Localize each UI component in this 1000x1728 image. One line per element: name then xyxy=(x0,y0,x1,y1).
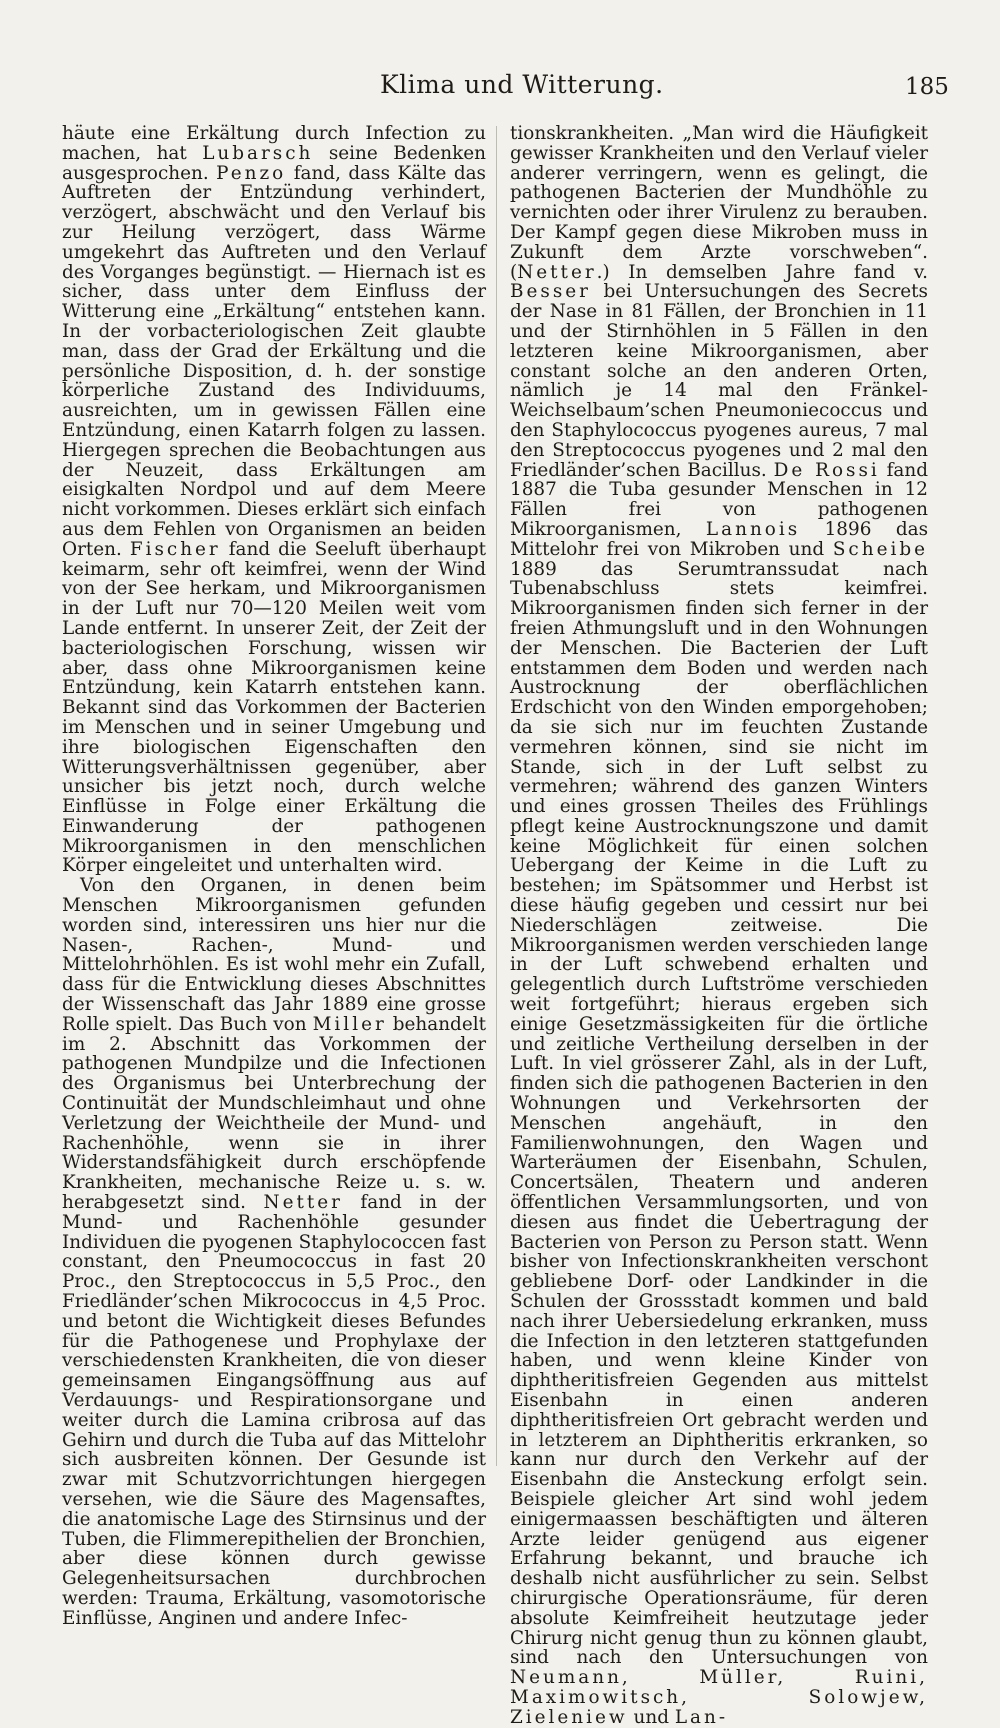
text-run: häute eine Erkältung durch Infection zu machen, hat xyxy=(62,123,486,164)
author-name: De Rossi xyxy=(773,459,880,481)
page-number: 185 xyxy=(905,74,949,100)
author-name: Netter xyxy=(263,1192,343,1214)
text-run: 1889 das Serumtranssudat nach Tubenabschluss stets keimfrei. Mikroorganismen finden sich ferner in der freien Athmungsluft und in den Wohnungen der Menschen. Die Bacterien der Luft entstammen dem Boden und werden nach Austrocknung der oberflächlichen Erdschicht von den Winden emporgehoben; da sie sich nur im feuchten Zustande vermehren können, sind sie nicht im Stande, sich in der Luft selbst zu vermehren; während des ganzen Winters und eines grossen Theiles des Frühlings pflegt keine Austrocknungszone und damit keine Möglichkeit für einen solchen Uebergang der Keime in die Luft zu bestehen; im Spätsommer und Herbst ist diese häufig gegeben und cessirt nur bei Niederschlägen zeitweise. Die Mikroorganismen werden verschieden lange in der Luft schwebend erhalten und gelegentlich durch Luftströme verschieden weit fortgeführt; hieraus ergeben sich einige Gesetzmässigkeiten für die örtliche und zeitliche Vertheilung derselben in der Luft. In viel grösserer Zahl, als in der Luft, finden sich die pathogenen Bacterien in den Wohnungen und Verkehrsorten der Menschen angehäuft, in den Familienwohnungen, den Wagen und Warteräumen der Eisenbahn, Schulen, Concertsälen, Theatern und anderen öffentlichen Versammlungsorten, und von diesen aus findet die Uebertragung der Bacterien von Person zu Person statt. Wenn bisher von Infectionskrankheiten verschont gebliebene Dorf- oder Landkinder in die Schulen der Grossstadt kommen und bald nach ihrer Uebersiedelung erkranken, muss die Infection in den letzteren stattgefunden haben, und wenn kleine Kinder von diphtheritisfreien Gegenden aus mittelst Eisenbahn in einen anderen diphtheritisfreien Ort gebracht werden und in letzterem an Diphtheritis erkranken, so kann nur durch den Verkehr auf der Eisenbahn die Ansteckung erfolgt sein. Beispiele gleicher Art sind wohl jedem einigermaassen beschäftigten und älteren Arzte leider genügend aus eigener Erfahrung bekannt, und brauche ich deshalb nicht ausführlicher zu sein. Selbst chirurgische Operationsräume, für deren absolute Keimfreiheit heutzutage jeder Chirurg nicht genug thun zu können glaubt, sind nach den Untersuchungen von xyxy=(510,558,928,1669)
text-run: seine Bedenken ausgesprochen. xyxy=(62,142,486,184)
text-run: fand, dass Kälte das Auftreten der Entzündung verhindert, verzögert, abschwächt und den Verlauf bis zur Heilung verzögert, dass Wärme umgekehrt das Auftreten und den Verlauf des Vorganges begünstigt. — Hiernach ist es sicher, dass unter dem Einfluss der Witterung eine „Erkältung“ entstehen kann. In der vorbacteriologischen Zeit glaubte man, dass der Grad der Erkältung und die persönliche Disposition, d. h. der sonstige körperliche Zustand des Individuums, ausreichten, um in gewissen Fällen eine Entzündung, einen Katarrh folgen zu lassen. Hiergegen sprechen die Beobachtungen aus der Neuzeit, dass Erkältungen am eisigkalten Nordpol und auf dem Meere nicht vorkommen. Dieses erklärt sich einfach aus dem Fehlen von Organismen an beiden Orten. xyxy=(62,162,486,560)
text-run: bei Untersuchungen des Secrets der Nase in 81 Fällen, der Bronchien in 11 und der Stirnhöhlen in 5 Fällen in den letzteren keine Mikroorganismen, aber constant solche an den anderen Orten, nämlich je 14 mal den Fränkel-Weichselbaum’schen Pneumoniecoccus und den Staphylococcus pyogenes aureus, 7 mal den Streptococcus pyogenes und 2 mal den Friedländer’schen Bacillus. xyxy=(510,281,928,481)
author-name: Miller xyxy=(312,1013,387,1035)
running-title: Klima und Witterung. xyxy=(380,70,664,99)
text-run: fand in der Mund- und Rachenhöhle gesunder Individuen die pyogenen Staphylococcen fast constant, den Pneumococcus in fast 20 Proc., den Streptococcus in 5,5 Proc., den Friedländer’schen Mikrococcus in 4,5 Proc. und betont die Wichtigkeit dieses Befundes für die Pathogenese und Prophylaxe der verschiedensten Krankheiten, die von dieser gemeinsamen Eingangsöffnung aus auf Verdauungs- und Respirationsorgane und weiter durch die Lamina cribrosa auf das Gehirn und durch die Tuba auf das Mittelohr sich ausbreiten können. Der Gesunde ist zwar mit Schutzvorrichtungen hiergegen versehen, wie die Säure des Magensaftes, die anatomische Lage des Stirnsinus und der Tuben, die Flimmerepithelien der Bronchien, aber diese können durch gewisse Gelegenheitsursachen durchbrochen werden: Trauma, Erkältung, vasomotorische Einflüsse, Anginen und andere Infec- xyxy=(62,1192,486,1629)
text-run: behandelt im 2. Abschnitt das Vorkommen der pathogenen Mundpilze und die Infectionen des Organismus bei Unterbrechung der Continuität der Mundschleimhaut und ohne Verletzung der Weichtheile der Mund- und Rachenhöhle, wenn sie in ihrer Widerstandsfähigkeit durch erschöpfende Krankheiten, mechanische Reize u. s. w. herabgesetzt sind. xyxy=(62,1013,486,1214)
author-name: Fischer xyxy=(129,538,221,560)
text-run: und xyxy=(627,1706,675,1728)
author-name: Netter xyxy=(517,261,597,283)
left-column xyxy=(62,124,486,1629)
author-name: Lubarsch xyxy=(202,142,314,164)
author-names: Neumann, Müller, Ruini, Maximowitsch, Solowjew, Zieleniew xyxy=(510,1667,928,1728)
text-run: tionskrankheiten. „Man wird die Häufigkeit gewisser Krankheiten und den Verlauf vieler anderer verringern, wenn es gelingt, die pathogenen Bacterien der Mundhöhle zu vernichten oder ihrer Virulenz zu berauben. Der Kampf gegen diese Mikroben muss in Zukunft dem Arzte vorschweben“. ( xyxy=(510,123,928,283)
text-run: 1896 das Mittelohr frei von Mikroben und xyxy=(510,518,929,560)
author-name: Besser xyxy=(510,281,591,303)
text-run: fand die Seeluft überhaupt keimarm, sehr oft keimfrei, wenn der Wind von der See herkam, und Mikroorganismen in der Luft nur 70—120 Meilen weit vom Lande entfernt. In unserer Zeit, der Zeit der bacteriologischen Forschung, wissen wir aber, dass ohne Mikroorganismen keine Entzündung, kein Katarrh entstehen kann. Bekannt sind das Vorkommen der Bacterien im Menschen und in seiner Umgebung und ihre biologischen Eigenschaften den Witterungsverhältnissen gegenüber, aber unsicher bis jetzt noch, durch welche Einflüsse in Folge einer Erkältung die Einwanderung der pathogenen Mikroorganismen in den menschlichen Körper eingeleitet und unterhalten wird. xyxy=(62,538,486,877)
author-name: Scheibe xyxy=(832,538,928,560)
column-divider xyxy=(496,126,497,1466)
running-header xyxy=(0,70,1000,110)
left-paragraph-2 xyxy=(62,876,486,1628)
author-name: Lannois xyxy=(705,518,801,540)
right-column xyxy=(510,124,928,1728)
author-name: Lan- xyxy=(674,1706,729,1728)
left-paragraph-1 xyxy=(62,124,486,876)
author-name: Penzo xyxy=(216,162,287,184)
text-run: Von den Organen, in denen beim Menschen Mikroorganismen gefunden worden sind, interessiren uns hier nur die Nasen-, Rachen-, Mund- und Mittelohrhöhlen. Es ist wohl mehr ein Zufall, dass für die Entwicklung dieses Abschnittes der Wissenschaft das Jahr 1889 eine grosse Rolle spielt. Das Buch von xyxy=(62,875,486,1035)
right-paragraph-1 xyxy=(510,124,928,1728)
text-run: .) In demselben Jahre fand v. xyxy=(596,261,928,283)
text-run: fand 1887 die Tuba gesunder Menschen in 12 Fällen frei von pathogenen Mikroorganismen, xyxy=(510,459,929,540)
